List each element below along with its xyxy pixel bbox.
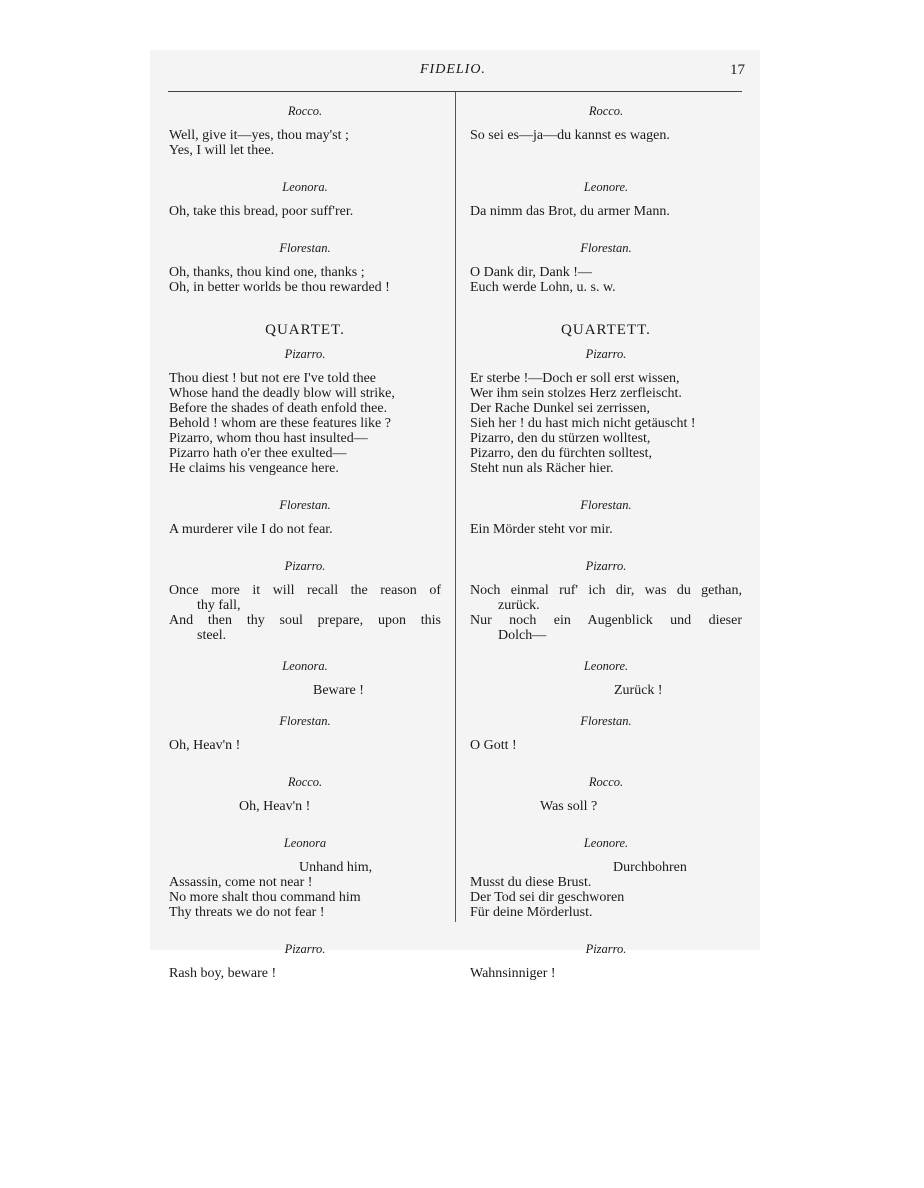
speaker-label: Rocco. — [588, 104, 624, 118]
verse-block — [169, 659, 441, 698]
verse-line: Der Tod sei dir geschworen — [470, 890, 625, 905]
speaker-label: Leonore. — [583, 836, 629, 850]
verse-line: Sieh her ! du hast mich nicht getäuscht ! — [470, 416, 696, 431]
verse-line: Oh, Heav'n ! — [169, 738, 241, 753]
verse-line: Assassin, come not near ! — [169, 875, 313, 890]
verse-block — [470, 241, 742, 295]
verse-line: Da nimm das Brot, du armer Mann. — [470, 204, 670, 219]
speaker-label: Florestan. — [279, 241, 331, 255]
speaker-label: Leonora. — [282, 180, 328, 194]
verse-line: Pizarro, whom thou hast insulted— — [169, 431, 368, 446]
speaker-label: Florestan. — [580, 241, 632, 255]
verse-line: So sei es—ja—du kannst es wagen. — [470, 128, 670, 143]
verse-block — [169, 775, 441, 814]
speaker-label: Florestan. — [580, 498, 632, 512]
verse-line: A murderer vile I do not fear. — [169, 522, 333, 537]
speaker-label: Rocco. — [588, 775, 624, 789]
verse-block — [470, 347, 742, 476]
verse-block — [169, 942, 441, 981]
verse-line: Thy threats we do not fear ! — [169, 905, 325, 920]
verse-line: Euch werde Lohn, u. s. w. — [470, 280, 616, 295]
verse-line: Zurück ! — [614, 683, 663, 698]
verse-line: Once more it will recall the reason of — [169, 583, 441, 598]
running-title: FIDELIO. — [420, 62, 486, 77]
verse-line: Ein Mörder steht vor mir. — [470, 522, 613, 537]
speaker-label: Pizarro. — [284, 942, 326, 956]
verse-block — [169, 836, 441, 920]
verse-line: Rash boy, beware ! — [169, 966, 277, 981]
verse-line: Oh, take this bread, poor suff'rer. — [169, 204, 354, 219]
verse-line: Oh, thanks, thou kind one, thanks ; — [169, 265, 365, 280]
verse-line: Oh, in better worlds be thou rewarded ! — [169, 280, 390, 295]
speaker-label: Florestan. — [279, 714, 331, 728]
verse-line: Unhand him, — [299, 860, 373, 875]
verse-line: Er sterbe !—Doch er soll erst wissen, — [470, 371, 680, 386]
verse-line: Wer ihm sein stolzes Herz zerfleischt. — [470, 386, 682, 401]
verse-block — [169, 180, 441, 219]
verse-line: Well, give it—yes, thou may'st ; — [169, 128, 349, 143]
verse-line: Dolch— — [498, 628, 547, 643]
speaker-label: Pizarro. — [284, 347, 326, 361]
verse-line: Thou diest ! but not ere I've told thee — [169, 371, 377, 386]
verse-block — [169, 104, 441, 158]
verse-block — [470, 104, 742, 143]
speaker-label: Pizarro. — [284, 559, 326, 573]
verse-block — [470, 559, 742, 643]
verse-block — [169, 347, 441, 476]
verse-block — [470, 775, 742, 814]
verse-block — [470, 180, 742, 219]
verse-block — [169, 559, 441, 643]
verse-block — [470, 942, 742, 981]
verse-line: O Gott ! — [470, 738, 517, 753]
verse-line: Durchbohren — [613, 860, 687, 875]
verse-line: O Dank dir, Dank !— — [470, 265, 592, 280]
verse-line: thy fall, — [197, 598, 241, 613]
speaker-label: Pizarro. — [585, 559, 627, 573]
german-column — [470, 104, 742, 997]
verse-line: And then thy soul prepare, upon this — [169, 613, 441, 628]
verse-line: zurück. — [498, 598, 540, 613]
verse-line: Yes, I will let thee. — [169, 143, 275, 158]
speaker-label: Pizarro. — [585, 942, 627, 956]
section-heading: QUARTET. — [265, 322, 345, 338]
verse-line: Before the shades of death enfold thee. — [169, 401, 388, 416]
verse-line: Whose hand the deadly blow will strike, — [169, 386, 395, 401]
verse-line: Pizarro, den du fürchten solltest, — [470, 446, 652, 461]
verse-line: Pizarro, den du stürzen wolltest, — [470, 431, 651, 446]
page-number: 17 — [730, 62, 745, 78]
verse-line: Der Rache Dunkel sei zerrissen, — [470, 401, 650, 416]
verse-block — [470, 714, 742, 753]
column-divider — [455, 92, 456, 922]
verse-line: Noch einmal ruf' ich dir, was du gethan, — [470, 583, 742, 598]
verse-line: No more shalt thou command him — [169, 890, 361, 905]
verse-block — [169, 714, 441, 753]
speaker-label: Leonore. — [583, 180, 629, 194]
verse-line: Beware ! — [313, 683, 364, 698]
verse-block — [470, 659, 742, 698]
speaker-label: Leonora — [283, 836, 327, 850]
speaker-label: Rocco. — [287, 775, 323, 789]
speaker-label: Leonora. — [282, 659, 328, 673]
verse-line: Was soll ? — [540, 799, 598, 814]
verse-line: Nur noch ein Augenblick und dieser — [470, 613, 742, 628]
verse-block — [169, 498, 441, 537]
verse-block — [470, 498, 742, 537]
verse-line: Pizarro hath o'er thee exulted— — [169, 446, 347, 461]
speaker-label: Leonore. — [583, 659, 629, 673]
verse-line: steel. — [197, 628, 227, 643]
speaker-label: Florestan. — [580, 714, 632, 728]
section-heading: QUARTETT. — [561, 322, 651, 338]
verse-line: He claims his vengeance here. — [169, 461, 339, 476]
speaker-label: Rocco. — [287, 104, 323, 118]
verse-line: Oh, Heav'n ! — [239, 799, 311, 814]
verse-block — [470, 836, 742, 920]
verse-line: Musst du diese Brust. — [470, 875, 592, 890]
speaker-label: Florestan. — [279, 498, 331, 512]
verse-block — [169, 241, 441, 295]
verse-line: Für deine Mörderlust. — [470, 905, 593, 920]
english-column — [169, 104, 441, 997]
verse-line: Behold ! whom are these features like ? — [169, 416, 391, 431]
verse-line: Steht nun als Rächer hier. — [470, 461, 614, 476]
verse-line: Wahnsinniger ! — [470, 966, 556, 981]
speaker-label: Pizarro. — [585, 347, 627, 361]
